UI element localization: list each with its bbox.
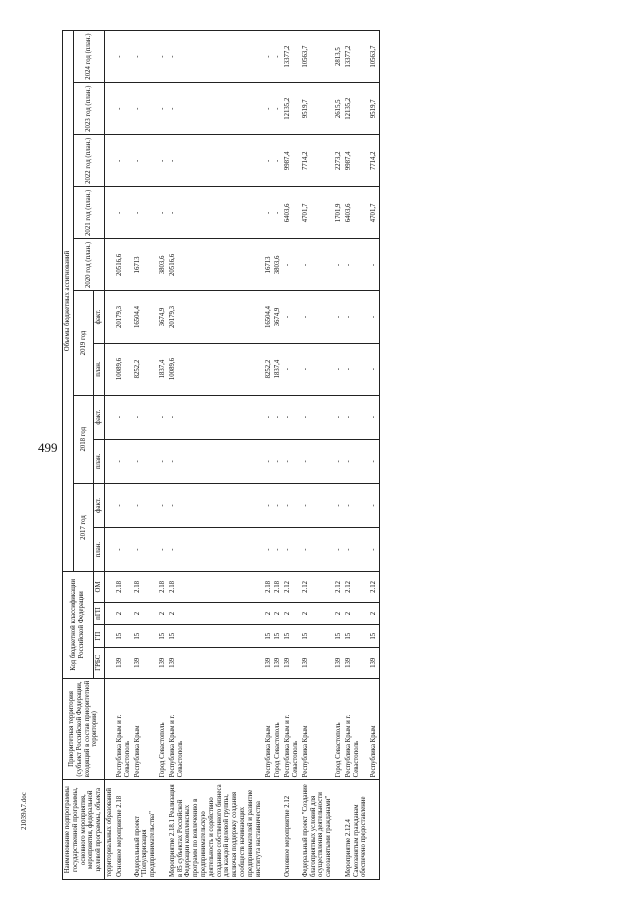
cell-amount: - (369, 483, 379, 527)
cell-amount: - (168, 439, 264, 483)
row-territory: Республика Крым (369, 678, 379, 780)
cell-amount: - (168, 31, 264, 83)
row-name (264, 780, 274, 880)
cell-pgp: 2 (301, 602, 334, 625)
cell-amount: - (115, 83, 133, 135)
cell-amount: 8252,2 (264, 343, 274, 395)
row-territory: Республика Крым и г. Севастополь (344, 678, 369, 780)
cell-amount: - (301, 483, 334, 527)
row-territory: Республика Крым и г. Севастополь (168, 678, 264, 780)
row-name: Основное мероприятие 2.12 (283, 780, 301, 880)
cell-amount: - (344, 343, 369, 395)
cell-amount (105, 343, 115, 395)
cell-om: 2.18 (158, 572, 168, 603)
cell-amount: - (158, 439, 168, 483)
header-name: Наименование подпрограммы государственной программы, основного мероприятия, мероприятия, федеральной целевой программы, объекта (63, 780, 105, 880)
cell-amount: - (283, 528, 301, 572)
cell-amount (105, 395, 115, 439)
cell-pgp: 2 (264, 602, 274, 625)
cell-gp: 15 (283, 625, 301, 648)
table-row (301, 31, 334, 880)
cell-amount: - (158, 483, 168, 527)
header-2019-plan: план. (94, 343, 105, 395)
cell-amount: 13377,2 (344, 31, 369, 83)
header-om: ОМ (94, 572, 105, 603)
cell-om: 2.12 (334, 572, 344, 603)
cell-gp: 15 (301, 625, 334, 648)
cell-om: 2.12 (344, 572, 369, 603)
cell-pgp: 2 (115, 602, 133, 625)
cell-grbs: 139 (115, 648, 133, 679)
cell-gp: 15 (264, 625, 274, 648)
cell-amount: - (273, 528, 283, 572)
cell-amount: - (369, 528, 379, 572)
cell-amount: - (344, 395, 369, 439)
cell-amount: - (273, 83, 283, 135)
cell-amount: - (115, 31, 133, 83)
cell-amount (105, 439, 115, 483)
cell-amount: - (264, 83, 274, 135)
cell-amount: 3674,9 (273, 291, 283, 343)
cell-om: 2.12 (301, 572, 334, 603)
rotated-table-container (62, 30, 618, 880)
cell-amount: 20516,6 (168, 239, 264, 291)
table-row (283, 31, 301, 880)
cell-gp: 15 (334, 625, 344, 648)
cell-amount: - (369, 439, 379, 483)
cell-amount: - (369, 343, 379, 395)
cell-amount: - (344, 239, 369, 291)
row-name: Мероприятие 2.12.4 Самозанятым гражданам обеспечено предоставление (344, 780, 369, 880)
cell-amount: 16713 (133, 239, 158, 291)
cell-om: 2.12 (369, 572, 379, 603)
cell-amount: - (264, 135, 274, 187)
row-territory: Республика Крым (133, 678, 158, 780)
cell-grbs: 139 (264, 648, 274, 679)
row-name: территориальных образований (105, 780, 115, 880)
cell-amount: 12135,2 (283, 83, 301, 135)
row-name: Федеральный проект "Создание благоприятных условий для осуществления деятельности самозанятыми гражданами" (301, 780, 334, 880)
cell-amount: - (158, 528, 168, 572)
cell-amount: - (115, 439, 133, 483)
cell-amount: 20516,6 (115, 239, 133, 291)
row-name: Мероприятие 2.18.1 Реализация в 85 субъектах Российской Федерации комплексных программ по вовлечению в предпринимательскую деятельность и содействию созданию собственного бизнеса для каждой целевой группы, включая поддержку создания сообществ начинающих предпринимателей и развитие института наставничества (168, 780, 264, 880)
row-name: Основное мероприятие 2.18 (115, 780, 133, 880)
cell-amount: - (133, 439, 158, 483)
cell-amount: - (133, 135, 158, 187)
cell-amount: - (344, 483, 369, 527)
table-row (168, 31, 264, 880)
row-territory: Город Севастополь (334, 678, 344, 780)
cell-amount: - (115, 135, 133, 187)
cell-amount (105, 187, 115, 239)
cell-amount: - (133, 83, 158, 135)
cell-grbs: 139 (301, 648, 334, 679)
table-row (133, 31, 158, 880)
cell-pgp: 2 (283, 602, 301, 625)
footer-code: 21039A7.doc (20, 792, 28, 830)
cell-amount: - (283, 343, 301, 395)
cell-amount: 6403,6 (344, 187, 369, 239)
cell-amount: - (158, 187, 168, 239)
cell-amount: - (334, 528, 344, 572)
cell-amount: 20179,3 (168, 291, 264, 343)
cell-pgp: 2 (133, 602, 158, 625)
cell-amount: - (301, 528, 334, 572)
row-name (158, 780, 168, 880)
cell-amount: 3803,6 (273, 239, 283, 291)
cell-amount: 12135,2 (344, 83, 369, 135)
cell-amount: 7714,2 (301, 135, 334, 187)
cell-amount: - (168, 83, 264, 135)
header-territory: Приоритетная территория (субъект Российской Федерации, входящий в состав приоритетной территории) (63, 678, 105, 780)
cell-amount: - (158, 135, 168, 187)
cell-amount: 9987,4 (344, 135, 369, 187)
cell-amount: 4701,7 (369, 187, 379, 239)
cell-amount: - (334, 343, 344, 395)
cell-amount: - (369, 239, 379, 291)
cell-amount: - (158, 31, 168, 83)
table-row (105, 31, 115, 880)
cell-om: 2.18 (168, 572, 264, 603)
cell-amount: 2813,5 (334, 31, 344, 83)
cell-gp: 15 (158, 625, 168, 648)
cell-amount: 3674,9 (158, 291, 168, 343)
cell-amount: - (168, 395, 264, 439)
table-row (334, 31, 344, 880)
table-row (115, 31, 133, 880)
cell-om: 2.18 (264, 572, 274, 603)
cell-amount: - (264, 483, 274, 527)
cell-gp: 15 (133, 625, 158, 648)
cell-amount (105, 31, 115, 83)
cell-amount: 1701,9 (334, 187, 344, 239)
cell-amount: 9987,4 (283, 135, 301, 187)
cell-amount: - (115, 395, 133, 439)
cell-amount: - (264, 439, 274, 483)
table-body (105, 31, 380, 880)
cell-amount: - (264, 187, 274, 239)
cell-amount: 2615,5 (334, 83, 344, 135)
cell-amount: 8252,2 (133, 343, 158, 395)
row-name: Федеральный проект "Популяризация предпринимательства" (133, 780, 158, 880)
cell-amount (105, 83, 115, 135)
header-2018: 2018 год (73, 395, 93, 483)
cell-gp: 15 (273, 625, 283, 648)
cell-gp: 15 (168, 625, 264, 648)
cell-amount: - (273, 439, 283, 483)
cell-pgp: 2 (158, 602, 168, 625)
cell-amount: - (334, 483, 344, 527)
cell-om: 2.18 (115, 572, 133, 603)
cell-amount: - (334, 239, 344, 291)
cell-amount: - (273, 483, 283, 527)
cell-amount: - (273, 135, 283, 187)
header-2019: 2019 год (73, 291, 93, 395)
cell-amount: - (264, 528, 274, 572)
cell-grbs: 139 (369, 648, 379, 679)
cell-amount: 10563,7 (369, 31, 379, 83)
cell-amount (105, 483, 115, 527)
header-2017-plan: план. (94, 528, 105, 572)
table-row (158, 31, 168, 880)
cell-amount: - (369, 395, 379, 439)
cell-amount: 9519,7 (369, 83, 379, 135)
header-gp: ГП (94, 625, 105, 648)
cell-amount (105, 291, 115, 343)
header-amounts: Объемы бюджетных ассигнований (63, 31, 74, 572)
cell-amount: - (133, 187, 158, 239)
row-name (369, 780, 379, 880)
cell-amount (105, 135, 115, 187)
header-2017-fact: факт. (94, 483, 105, 527)
cell-amount: - (133, 395, 158, 439)
cell-grbs: 139 (168, 648, 264, 679)
row-territory: Республика Крым и г. Севастополь (115, 678, 133, 780)
cell-amount: 3803,6 (158, 239, 168, 291)
cell-amount: - (133, 483, 158, 527)
cell-grbs: 139 (334, 648, 344, 679)
cell-amount: 7714,2 (369, 135, 379, 187)
cell-amount: 16504,4 (133, 291, 158, 343)
cell-amount: - (264, 395, 274, 439)
cell-amount: 10089,6 (168, 343, 264, 395)
cell-amount: - (115, 528, 133, 572)
header-2021: 2021 год (план.) (73, 187, 104, 239)
header-2024: 2024 год (план.) (73, 31, 104, 83)
cell-gp: 15 (115, 625, 133, 648)
cell-amount: - (168, 528, 264, 572)
budget-table (62, 30, 380, 880)
cell-amount: - (344, 528, 369, 572)
cell-pgp (105, 602, 115, 625)
cell-amount: - (301, 291, 334, 343)
table-row (344, 31, 369, 880)
cell-amount: - (344, 439, 369, 483)
header-2017: 2017 год (73, 483, 93, 571)
cell-amount (105, 239, 115, 291)
cell-amount: - (283, 291, 301, 343)
header-2020: 2020 год (план.) (73, 239, 104, 291)
cell-amount: 6403,6 (283, 187, 301, 239)
cell-grbs: 139 (344, 648, 369, 679)
cell-amount: 16713 (264, 239, 274, 291)
row-territory: Республика Крым (264, 678, 274, 780)
cell-amount: 2273,2 (334, 135, 344, 187)
cell-amount: - (158, 83, 168, 135)
cell-amount: 1837,4 (273, 343, 283, 395)
cell-gp: 15 (369, 625, 379, 648)
header-2023: 2023 год (план.) (73, 83, 104, 135)
table-row (273, 31, 283, 880)
cell-grbs: 139 (158, 648, 168, 679)
cell-amount: - (283, 239, 301, 291)
row-territory (105, 678, 115, 780)
row-territory: Республика Крым и г. Севастополь (283, 678, 301, 780)
cell-om: 2.12 (283, 572, 301, 603)
cell-amount: 9519,7 (301, 83, 334, 135)
cell-grbs: 139 (283, 648, 301, 679)
cell-pgp: 2 (334, 602, 344, 625)
row-territory: Республика Крым (301, 678, 334, 780)
row-territory: Город Севастополь (273, 678, 283, 780)
cell-amount: 1837,4 (158, 343, 168, 395)
table-row (369, 31, 379, 880)
cell-amount: - (168, 187, 264, 239)
cell-amount: - (115, 483, 133, 527)
cell-amount: - (283, 395, 301, 439)
cell-om (105, 572, 115, 603)
header-2018-plan: план. (94, 439, 105, 483)
cell-amount: - (133, 528, 158, 572)
cell-gp: 15 (344, 625, 369, 648)
cell-amount: - (301, 239, 334, 291)
header-2018-fact: факт. (94, 395, 105, 439)
cell-amount: 16504,4 (264, 291, 274, 343)
cell-amount: 20179,3 (115, 291, 133, 343)
row-territory: Город Севастополь (158, 678, 168, 780)
cell-amount: - (273, 187, 283, 239)
cell-amount: - (344, 291, 369, 343)
cell-amount: - (273, 395, 283, 439)
header-grbs: ГРБС (94, 648, 105, 679)
cell-amount: - (334, 291, 344, 343)
cell-grbs (105, 648, 115, 679)
cell-amount: 10089,6 (115, 343, 133, 395)
cell-om: 2.18 (133, 572, 158, 603)
row-name (334, 780, 344, 880)
cell-amount: - (334, 395, 344, 439)
cell-amount: 10563,7 (301, 31, 334, 83)
cell-amount: - (283, 483, 301, 527)
cell-amount: - (334, 439, 344, 483)
cell-amount: - (301, 439, 334, 483)
cell-pgp: 2 (168, 602, 264, 625)
header-2022: 2022 год (план.) (73, 135, 104, 187)
cell-pgp: 2 (369, 602, 379, 625)
header-bk-group: Код бюджетной классификации Российской Федерации (63, 572, 94, 678)
cell-pgp: 2 (344, 602, 369, 625)
cell-amount: - (301, 343, 334, 395)
cell-amount (105, 528, 115, 572)
cell-grbs: 139 (273, 648, 283, 679)
cell-amount: - (369, 291, 379, 343)
cell-amount: - (301, 395, 334, 439)
cell-om: 2.18 (273, 572, 283, 603)
row-name (273, 780, 283, 880)
cell-amount: - (273, 31, 283, 83)
header-pgp: пГП (94, 602, 105, 625)
cell-amount: - (168, 483, 264, 527)
cell-amount: - (158, 395, 168, 439)
cell-amount: - (283, 439, 301, 483)
cell-amount: 4701,7 (301, 187, 334, 239)
table-row (264, 31, 274, 880)
cell-amount: - (264, 31, 274, 83)
cell-amount: - (168, 135, 264, 187)
cell-amount: - (133, 31, 158, 83)
cell-gp (105, 625, 115, 648)
header-2019-fact: факт. (94, 291, 105, 343)
cell-pgp: 2 (273, 602, 283, 625)
cell-amount: - (115, 187, 133, 239)
cell-amount: 13377,2 (283, 31, 301, 83)
page-number: 499 (38, 440, 58, 455)
cell-grbs: 139 (133, 648, 158, 679)
